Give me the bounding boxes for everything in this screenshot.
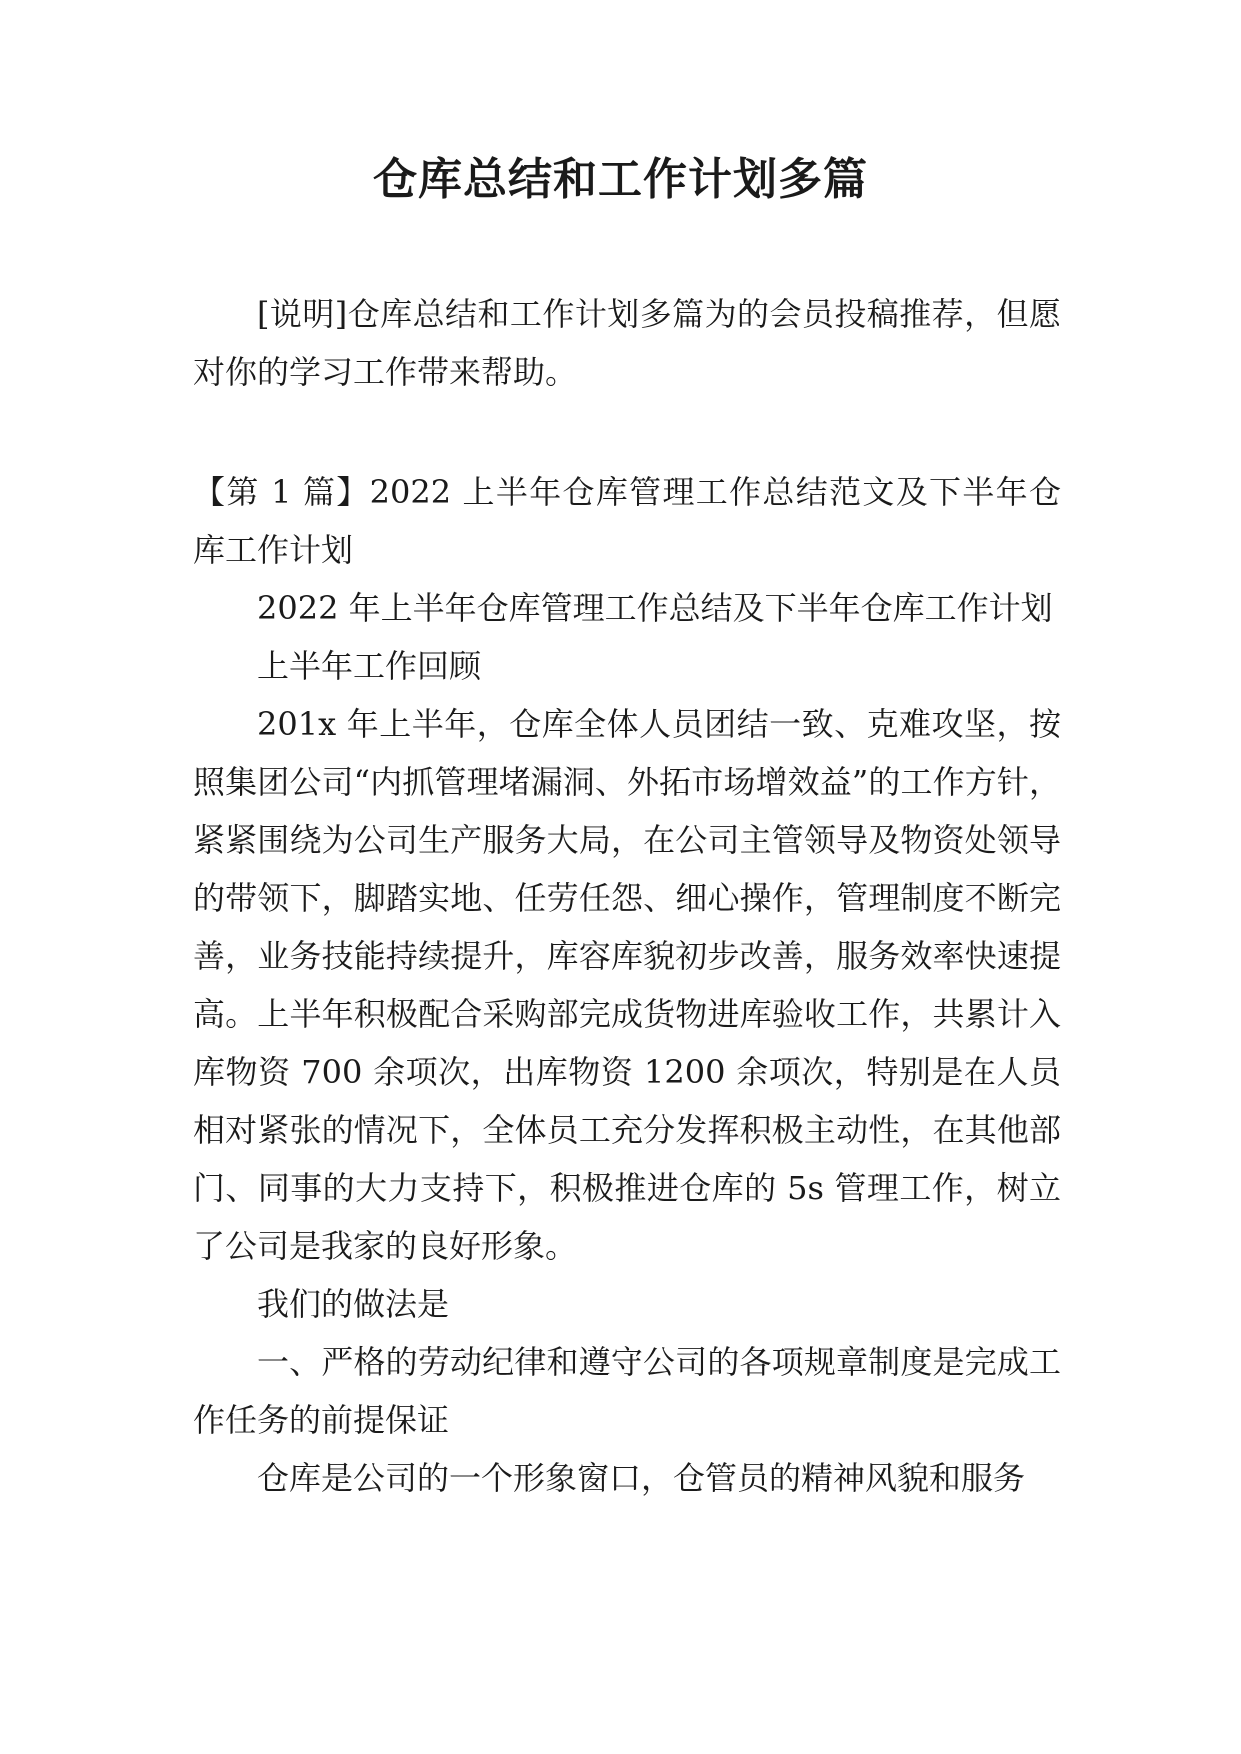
intro-paragraph: [说明]仓库总结和工作计划多篇为的会员投稿推荐，但愿对你的学习工作带来帮助。 — [193, 295, 1061, 391]
body-paragraph: 上半年工作回顾 — [257, 647, 482, 685]
body-paragraph: 仓库是公司的一个形象窗口，仓管员的精神风貌和服务 — [257, 1459, 1026, 1497]
body-paragraph: 2022 年上半年仓库管理工作总结及下半年仓库工作计划 — [257, 589, 1053, 627]
body-paragraph: 一、严格的劳动纪律和遵守公司的各项规章制度是完成工作任务的前提保证 — [193, 1343, 1061, 1439]
section-heading: 【第 1 篇】2022 上半年仓库管理工作总结范文及下半年仓库工作计划 — [193, 473, 1061, 569]
document-title: 仓库总结和工作计划多篇 — [373, 154, 868, 205]
body-paragraph: 我们的做法是 — [257, 1285, 450, 1323]
body-paragraph: 201x 年上半年，仓库全体人员团结一致、克难攻坚，按照集团公司“内抓管理堵漏洞、外拓市场增效益”的工作方针，紧紧围绕为公司生产服务大局，在公司主管领导及物资处领导的带领下，脚踏实地、任劳任怨、细心操作，管理制度不断完善，业务技能持续提升，库容库貌初步改善，服务效率快速提高。上半年积极配合采购部完成货物进库验收工作，共累计入库物资 700 余项次，出库物资 1200 余项次，特别是在人员相对紧张的情况下，全体员工充分发挥积极主动性，在其他部门、同事的大力支持下，积极推进仓库的 5s 管理工作，树立了公司是我家的良好形象。 — [193, 705, 1061, 1265]
document-body — [193, 285, 1061, 1507]
